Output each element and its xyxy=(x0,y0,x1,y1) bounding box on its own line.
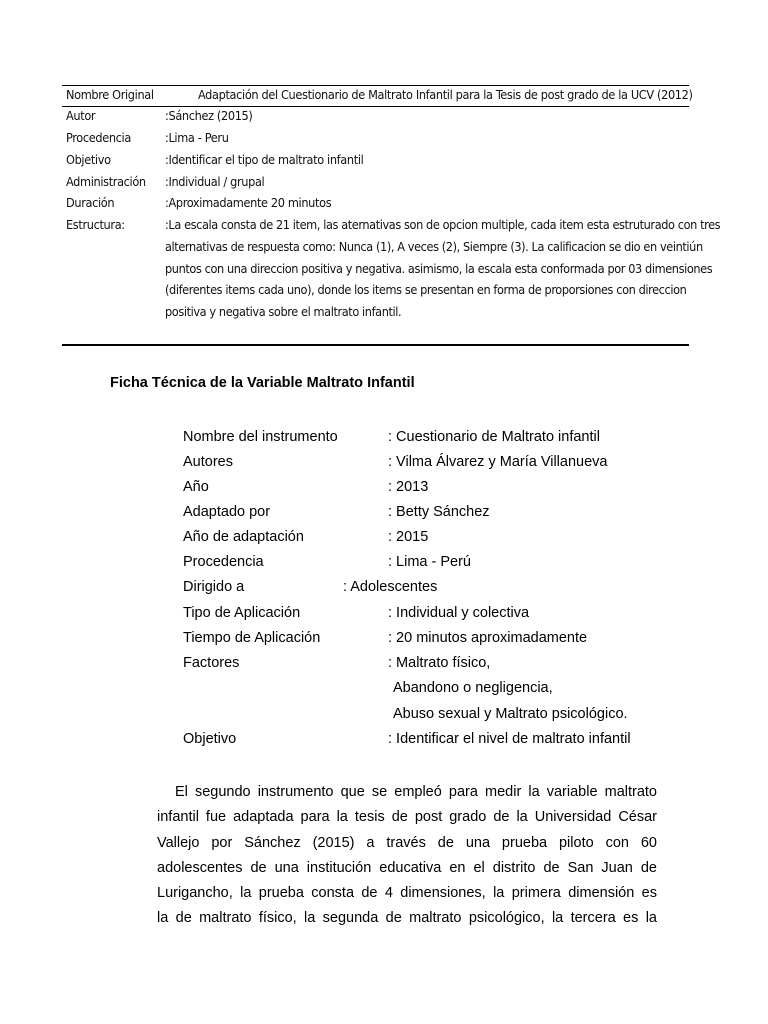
ficha-label: Adaptado por xyxy=(183,504,271,520)
ficha-value: : Betty Sánchez xyxy=(388,504,490,520)
table-row-key: Procedencia xyxy=(66,130,131,145)
structure-line: :La escala consta de 21 item, las aternativas son de opcion multiple, cada item esta estruturado con tres xyxy=(165,217,721,232)
structure-line: (diferentes items cada uno), donde los items se presentan en forma de proporsiones con direccion xyxy=(165,282,687,297)
ficha-value: : Lima - Perú xyxy=(388,554,471,570)
ficha-value: Abuso sexual y Maltrato psicológico. xyxy=(393,706,628,722)
ficha-label: Procedencia xyxy=(183,554,264,570)
body-paragraph xyxy=(157,780,657,932)
paragraph-line: la de maltrato físico, la segunda de maltrato psicológico, la tercera es la xyxy=(157,910,657,927)
ficha-label: Dirigido a xyxy=(183,579,245,595)
table-row-key: Autor xyxy=(66,108,96,123)
table-row-key: Duración xyxy=(66,195,115,210)
table-header-key: Nombre Original xyxy=(66,87,154,102)
structure-line: alternativas de respuesta como: Nunca (1), A veces (2), Siempre (3). La calificacion se dio en veintiún xyxy=(165,239,703,254)
table-row-value: :Aproximadamente 20 minutos xyxy=(165,195,332,210)
ficha-value: : Cuestionario de Maltrato infantil xyxy=(388,429,600,445)
paragraph-line: Lurigancho, la prueba consta de 4 dimensiones, la primera dimensión es xyxy=(157,885,657,902)
paragraph-line: infantil fue adaptada para la tesis de post grado de la Universidad César xyxy=(157,809,657,826)
instrument-table xyxy=(62,0,721,350)
table-row-key: Estructura: xyxy=(66,217,125,232)
ficha-value: : Maltrato físico, xyxy=(388,655,491,671)
ficha-label: Año xyxy=(183,479,209,495)
structure-line: puntos con una direccion positiva y negativa. asimismo, la escala esta conformada por 03 dimensiones xyxy=(165,261,713,276)
ficha-label: Factores xyxy=(183,655,240,671)
table-row-value: :Individual / grupal xyxy=(165,174,265,189)
structure-line: positiva y negativa sobre el maltrato infantil. xyxy=(165,304,402,319)
ficha-label: Nombre del instrumento xyxy=(183,429,338,445)
ficha-value: : 2015 xyxy=(388,529,429,545)
ficha-label: Tipo de Aplicación xyxy=(183,605,301,621)
ficha-title: Ficha Técnica de la Variable Maltrato Infantil xyxy=(110,375,415,391)
paragraph-line: El segundo instrumento que se empleó para medir la variable maltrato xyxy=(175,784,657,800)
table-row-value: :Identificar el tipo de maltrato infantil xyxy=(165,152,364,167)
ficha-value: : Identificar el nivel de maltrato infantil xyxy=(388,731,631,747)
ficha-value: : 20 minutos aproximadamente xyxy=(388,630,588,646)
ficha-label: Año de adaptación xyxy=(183,529,304,545)
table-row-key: Administración xyxy=(66,174,146,189)
table-row-key: Objetivo xyxy=(66,152,111,167)
ficha-value: : Vilma Álvarez y María Villanueva xyxy=(388,454,608,470)
ficha-label: Autores xyxy=(183,454,233,470)
ficha-value: : Individual y colectiva xyxy=(388,605,530,621)
paragraph-line: adolescentes de una institución educativa en el distrito de San Juan de xyxy=(157,859,657,876)
ficha-value: Abandono o negligencia, xyxy=(393,680,553,696)
ficha-label: Tiempo de Aplicación xyxy=(183,630,321,646)
ficha-label: Objetivo xyxy=(183,731,237,747)
table-header-value: Adaptación del Cuestionario de Maltrato Infantil para la Tesis de post grado de la UCV (2012) xyxy=(198,87,693,102)
table-row-value: :Lima - Peru xyxy=(165,130,229,145)
table-row-value: :Sánchez (2015) xyxy=(165,108,253,123)
paragraph-line: Vallejo por Sánchez (2015) a través de una prueba piloto con 60 xyxy=(157,834,657,851)
ficha-value: : Adolescentes xyxy=(343,579,438,595)
ficha-value: : 2013 xyxy=(388,479,429,495)
